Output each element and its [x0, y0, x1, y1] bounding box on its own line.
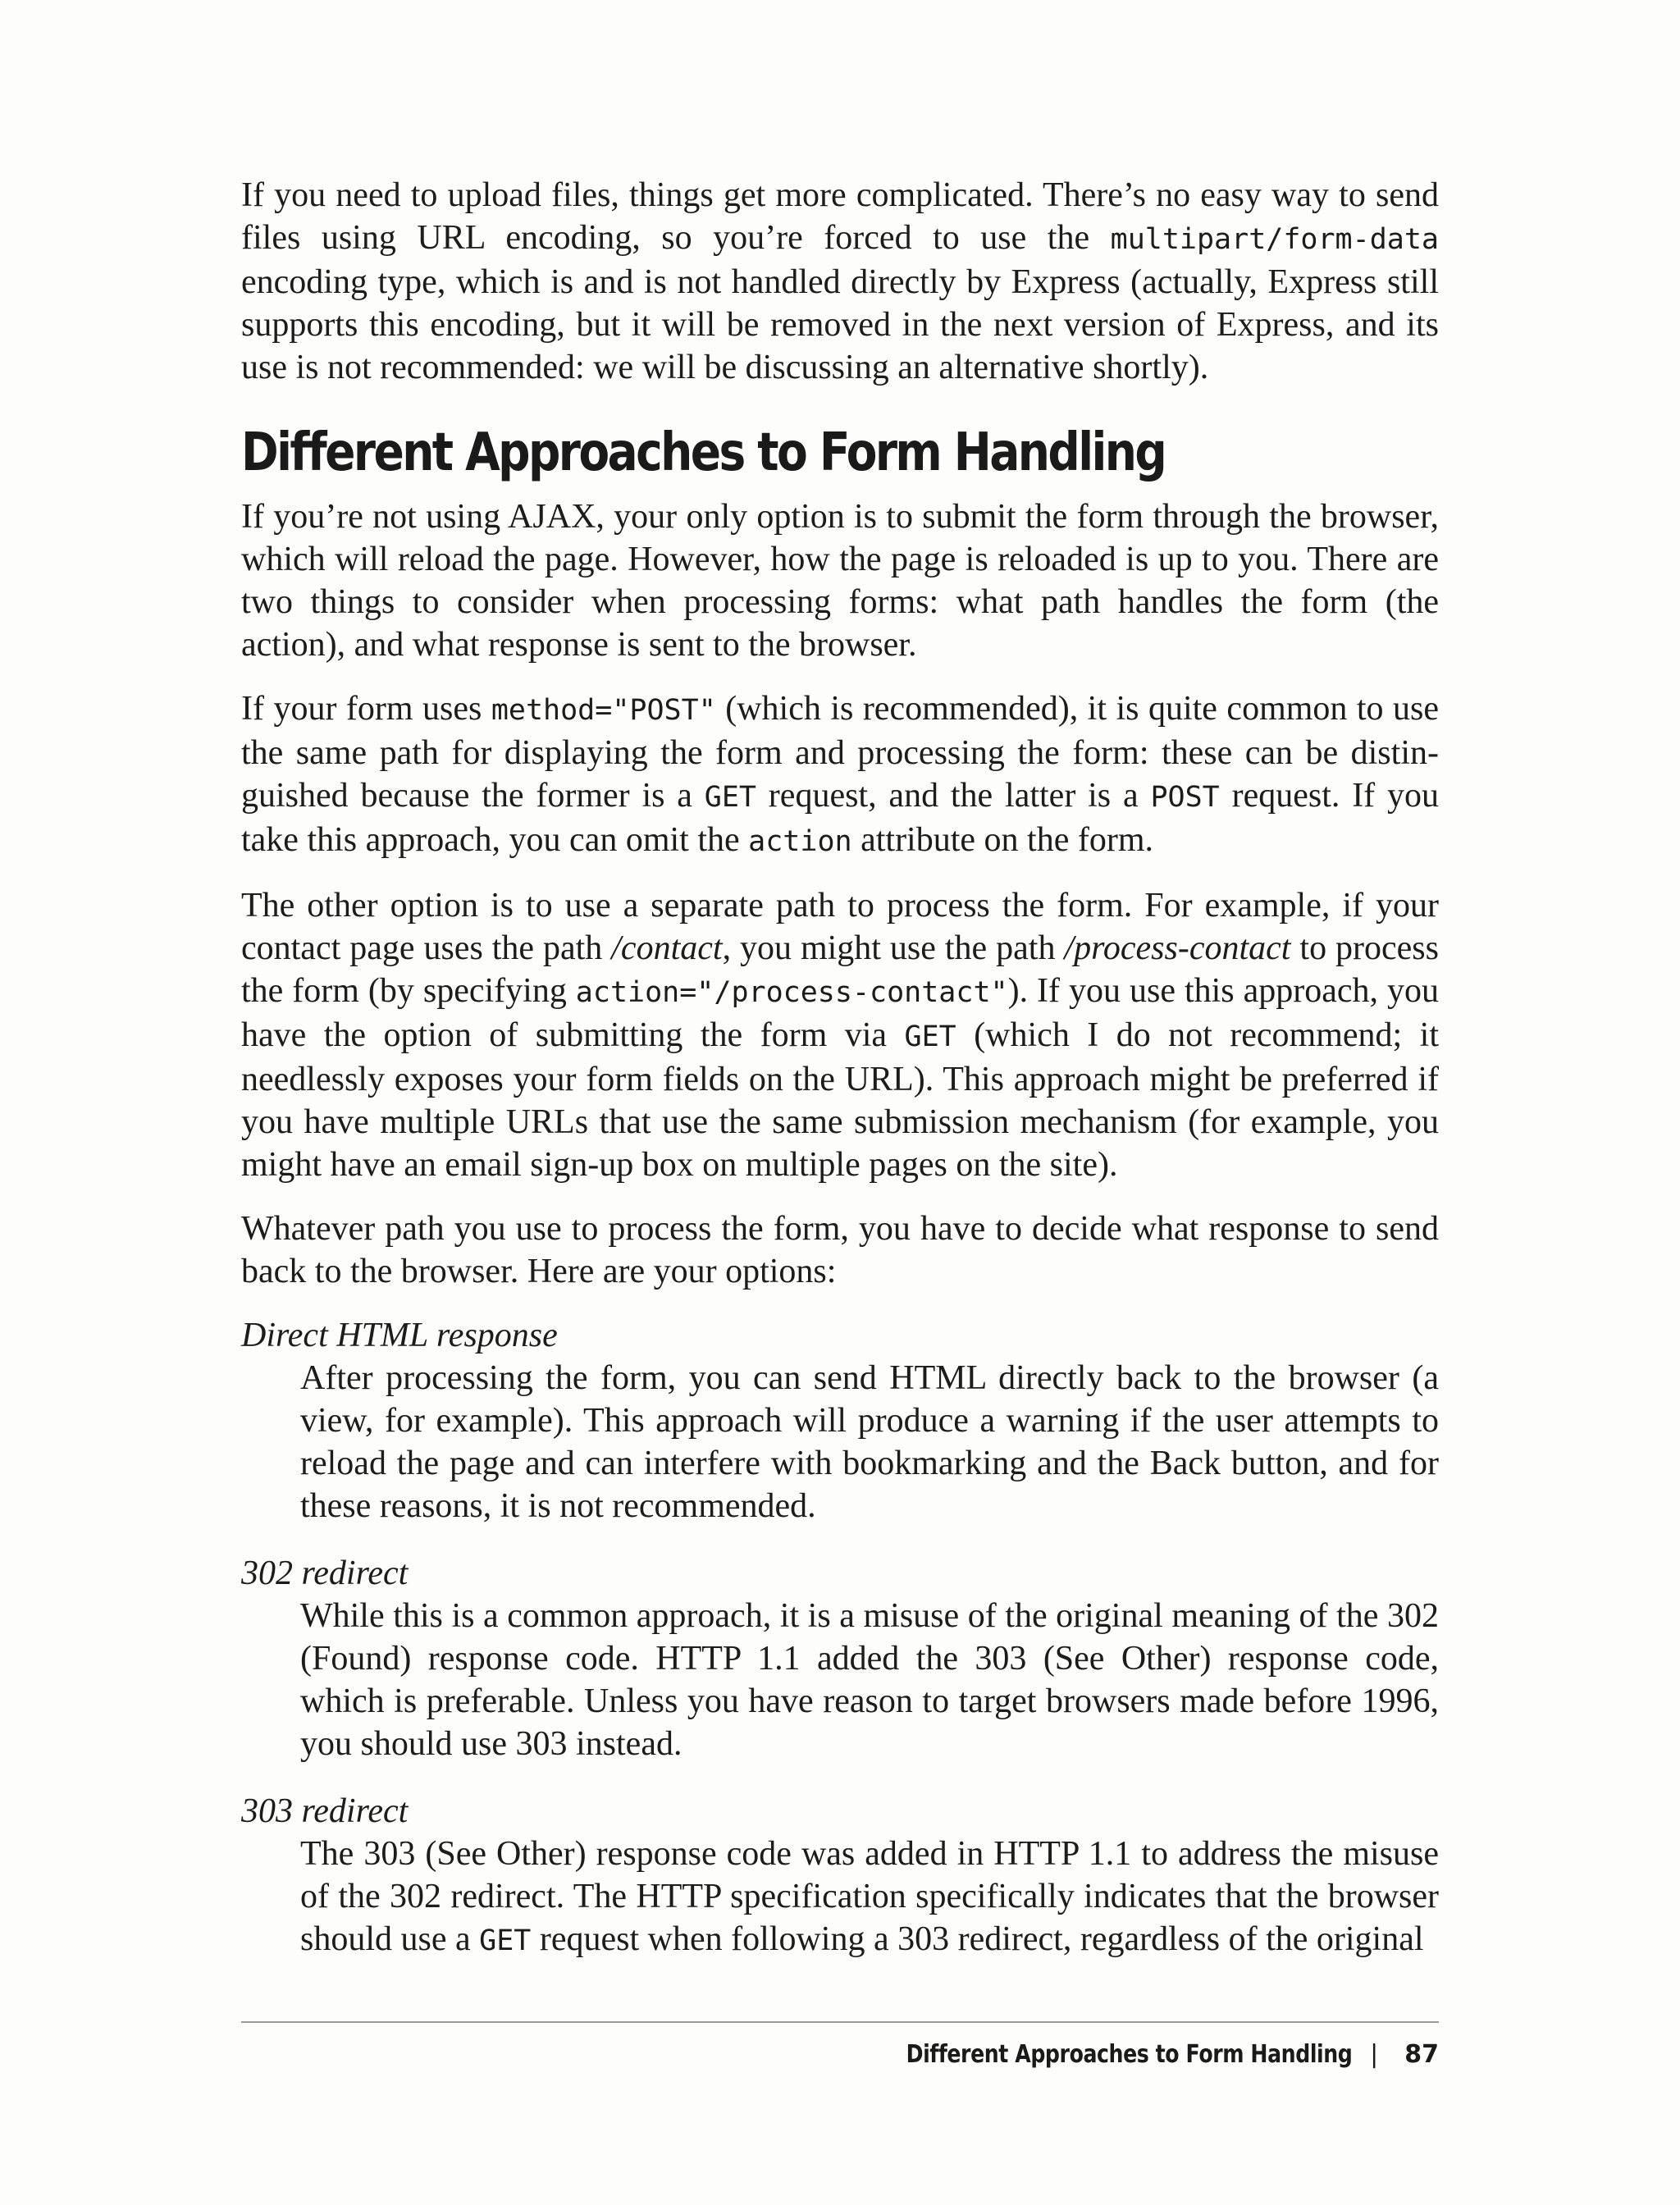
- text-run: The other option is to use a separate path to process the form. For example, if your contact page uses the path: [241, 887, 1439, 967]
- footer-separator: |: [1370, 2039, 1379, 2069]
- text-run: (which I do not recommend; it needlessly exposes your form fields on the URL). This approach might be preferred if you have multiple URLs that use the same submission mechanism (for example, you might have an email sign-up box on multiple pages on the site).: [241, 1016, 1439, 1184]
- page-number: 87: [1404, 2039, 1439, 2069]
- option-term-direct-html: Direct HTML response: [241, 1317, 558, 1354]
- inline-code: POST: [1150, 781, 1220, 814]
- paragraph-ajax: [241, 495, 1439, 666]
- response-options-list: [241, 1314, 1439, 1962]
- inline-code: GET: [479, 1924, 532, 1957]
- inline-code: action: [748, 825, 852, 858]
- paragraph-post-method: [241, 687, 1439, 863]
- option-desc-direct-html: [300, 1357, 1439, 1527]
- page-body: [241, 174, 1439, 1987]
- text-run: , you might use the path: [722, 929, 1065, 967]
- text-run: request. If you take this approach, you can omit the: [241, 777, 1439, 859]
- text-run: request, and the latter is a: [756, 777, 1151, 815]
- inline-code: multipart/form-data: [1110, 223, 1439, 256]
- text-run: (which is recommended), it is quite common to use the same path for displaying the form and processing the form: these can be distinguished because the former is a: [241, 690, 1440, 815]
- text-run: ). If you use this approach, you have the option of submitting the form via: [241, 972, 1439, 1054]
- text-run: The 303 (See Other) response code was added in HTTP 1.1 to address the misuse of the 302 redirect. The HTTP specification specifically indicates that the browser should use a: [300, 1835, 1439, 1958]
- inline-code: GET: [904, 1020, 956, 1053]
- text-run: attribute on the form.: [851, 821, 1153, 859]
- italic-path: /process-contact: [1064, 929, 1291, 967]
- option-term-303: 303 redirect: [241, 1792, 409, 1830]
- text-run: request when following a 303 redirect, regardless of the original: [531, 1920, 1424, 1958]
- paragraph-upload: [241, 174, 1439, 389]
- option-desc-302: [300, 1595, 1439, 1765]
- text-run: If you need to upload files, things get more complicated. There’s no easy way to send files using URL encoding, so you’re forced to use the: [241, 176, 1439, 257]
- option-desc-303: [300, 1833, 1439, 1962]
- running-title: Different Approaches to Form Handling: [906, 2039, 1353, 2069]
- text-run: After processing the form, you can send HTML directly back to the browser (a view, for example). This approach will produce a warning if the user attempts to reload the page and can interfere with bookmarking and the Back button, and for these reasons, it is not recommended.: [300, 1359, 1439, 1525]
- section-heading: Different Approaches to Form Handling: [241, 422, 1166, 483]
- text-run: If your form uses: [241, 690, 491, 728]
- paragraph-separate-path: [241, 884, 1439, 1186]
- text-run: encoding type, which is and is not handled directly by Express (actually, Express still supports this encoding, but it will be removed in the next version of Express, and its use is not recommended: we will be discussing an alternative shortly).: [241, 263, 1439, 386]
- paragraph-response-options: [241, 1208, 1439, 1293]
- italic-path: /contact: [611, 929, 723, 967]
- footer-rule: [241, 2021, 1439, 2023]
- inline-code: action="/process-contact": [575, 976, 1008, 1009]
- text-run: Whatever path you use to process the form, you have to decide what response to send back to the browser. Here are your options:: [241, 1210, 1439, 1290]
- text-run: If you’re not using AJAX, your only option is to submit the form through the browser, which will reload the page. However, how the page is reloaded is up to you. There are two things to consider when processing forms: what path handles the form (the action), and what response is sent to the browser.: [241, 498, 1439, 664]
- page-footer: [821, 2033, 1439, 2075]
- text-run: to process the form (by specifying: [241, 929, 1439, 1010]
- option-term-302: 302 redirect: [241, 1554, 409, 1592]
- inline-code: method="POST": [491, 694, 716, 727]
- text-run: While this is a common approach, it is a misuse of the original meaning of the 302 (Found) response code. HTTP 1.1 added the 303 (See Other) response code, which is preferable. Unless you have reason to target browsers made before 1996, you should use 303 instead.: [300, 1597, 1439, 1763]
- inline-code: GET: [704, 781, 756, 814]
